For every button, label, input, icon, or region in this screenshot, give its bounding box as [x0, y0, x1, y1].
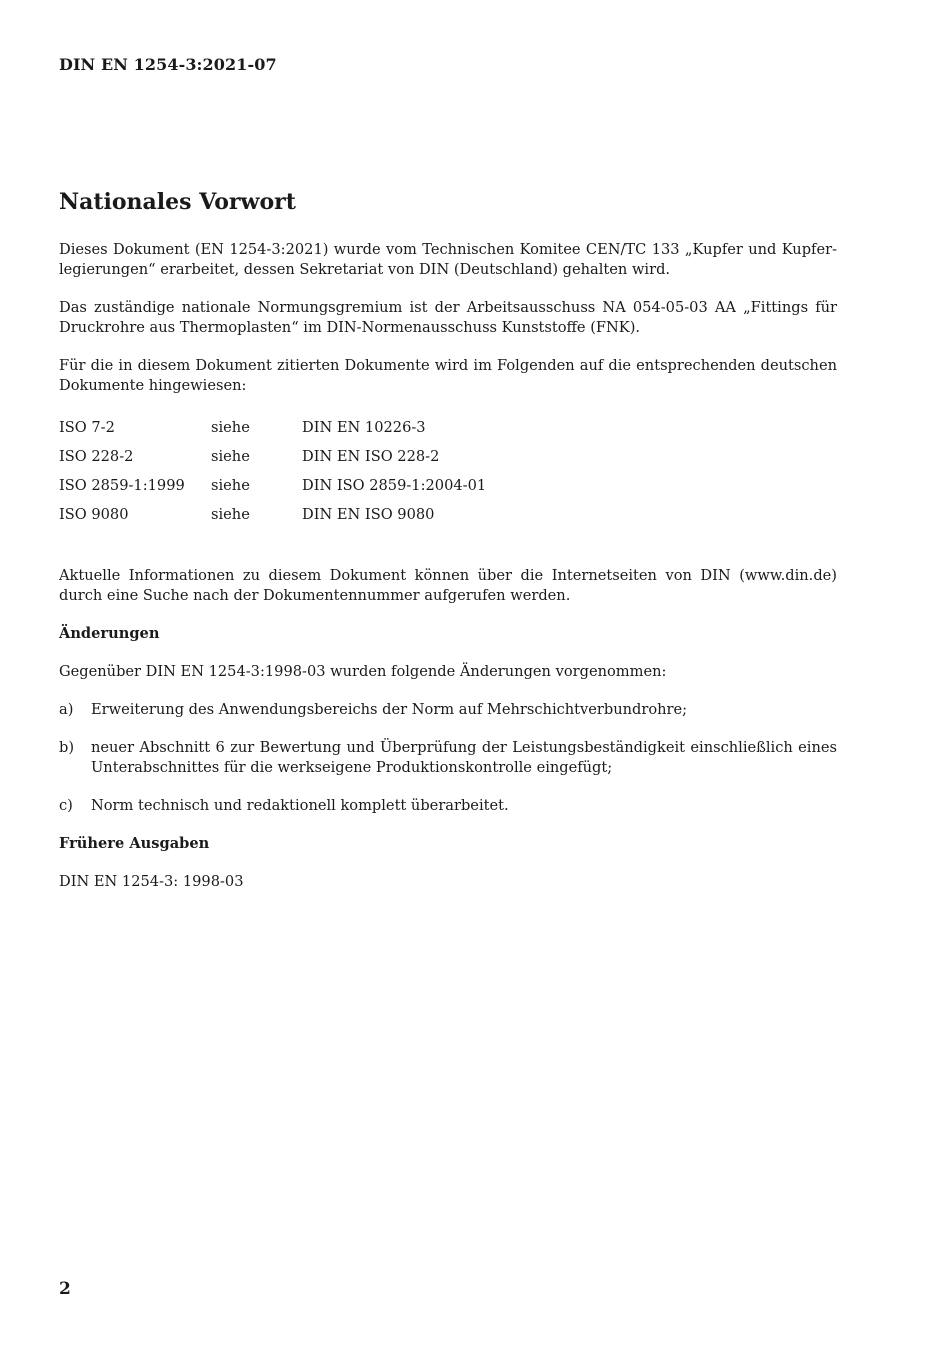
paragraph-standards-body: Das zuständige nationale Normungsgremium ist der Arbeitsausschuss NA 054-05-03 AA „Fittings für Druckrohre aus Thermoplasten“ im DIN-Normenausschuss Kunststoffe (FNK). [59, 299, 837, 336]
section-body [59, 240, 837, 910]
reference-iso: ISO 7-2 [59, 419, 115, 436]
changes-intro: Gegenüber DIN EN 1254-3:1998-03 wurden folgende Änderungen vorgenommen: [59, 663, 667, 680]
reference-din: DIN ISO 2859-1:2004-01 [302, 477, 487, 494]
list-item-label: a) [59, 701, 74, 718]
list-item-text: neuer Abschnitt 6 zur Bewertung und Überprüfung der Leistungsbeständigkeit einschließlich eines Unterabschnittes für die werkseigene Produktionskontrolle eingefügt; [91, 739, 837, 776]
reference-din: DIN EN ISO 9080 [302, 506, 435, 523]
previous-editions-heading: Frühere Ausgaben [59, 835, 210, 852]
document-page [59, 0, 837, 1345]
previous-editions-text: DIN EN 1254-3: 1998-03 [59, 873, 244, 890]
reference-iso: ISO 9080 [59, 506, 129, 523]
list-item [59, 796, 837, 816]
reference-table [59, 418, 486, 534]
paragraph-references-intro: Für die in diesem Dokument zitierten Dokumente wird im Folgenden auf die entsprechenden deutschen Dokumente hingewiesen: [59, 357, 837, 394]
section-title: Nationales Vorwort [59, 189, 296, 215]
paragraph-committee: Dieses Dokument (EN 1254-3:2021) wurde vom Technischen Komitee CEN/TC 133 „Kupfer und Kupferlegierungen“ erarbeitet, dessen Sekretariat von DIN (Deutschland) gehalten wird. [59, 241, 837, 278]
reference-see: siehe [211, 448, 250, 465]
list-item-label: b) [59, 739, 75, 756]
list-item-text: Erweiterung des Anwendungsbereichs der Norm auf Mehrschichtverbundrohre; [91, 701, 688, 718]
list-item [59, 738, 837, 778]
list-item [59, 700, 837, 720]
list-item-text: Norm technisch und redaktionell komplett überarbeitet. [91, 797, 509, 814]
reference-see: siehe [211, 506, 250, 523]
list-item-label: c) [59, 797, 73, 814]
reference-row [59, 476, 486, 505]
document-identifier: DIN EN 1254-3:2021-07 [59, 55, 277, 74]
page-number: 2 [59, 1279, 71, 1299]
reference-see: siehe [211, 419, 250, 436]
reference-row [59, 447, 486, 476]
reference-row [59, 505, 486, 534]
reference-din: DIN EN 10226-3 [302, 419, 426, 436]
reference-see: siehe [211, 477, 250, 494]
reference-row [59, 418, 486, 447]
paragraph-info: Aktuelle Informationen zu diesem Dokument können über die Internetseiten von DIN (www.din.de) durch eine Suche nach der Dokumentennummer aufgerufen werden. [59, 567, 837, 604]
reference-iso: ISO 2859-1:1999 [59, 477, 185, 494]
changes-heading: Änderungen [59, 625, 160, 642]
reference-din: DIN EN ISO 228-2 [302, 448, 440, 465]
reference-iso: ISO 228-2 [59, 448, 134, 465]
